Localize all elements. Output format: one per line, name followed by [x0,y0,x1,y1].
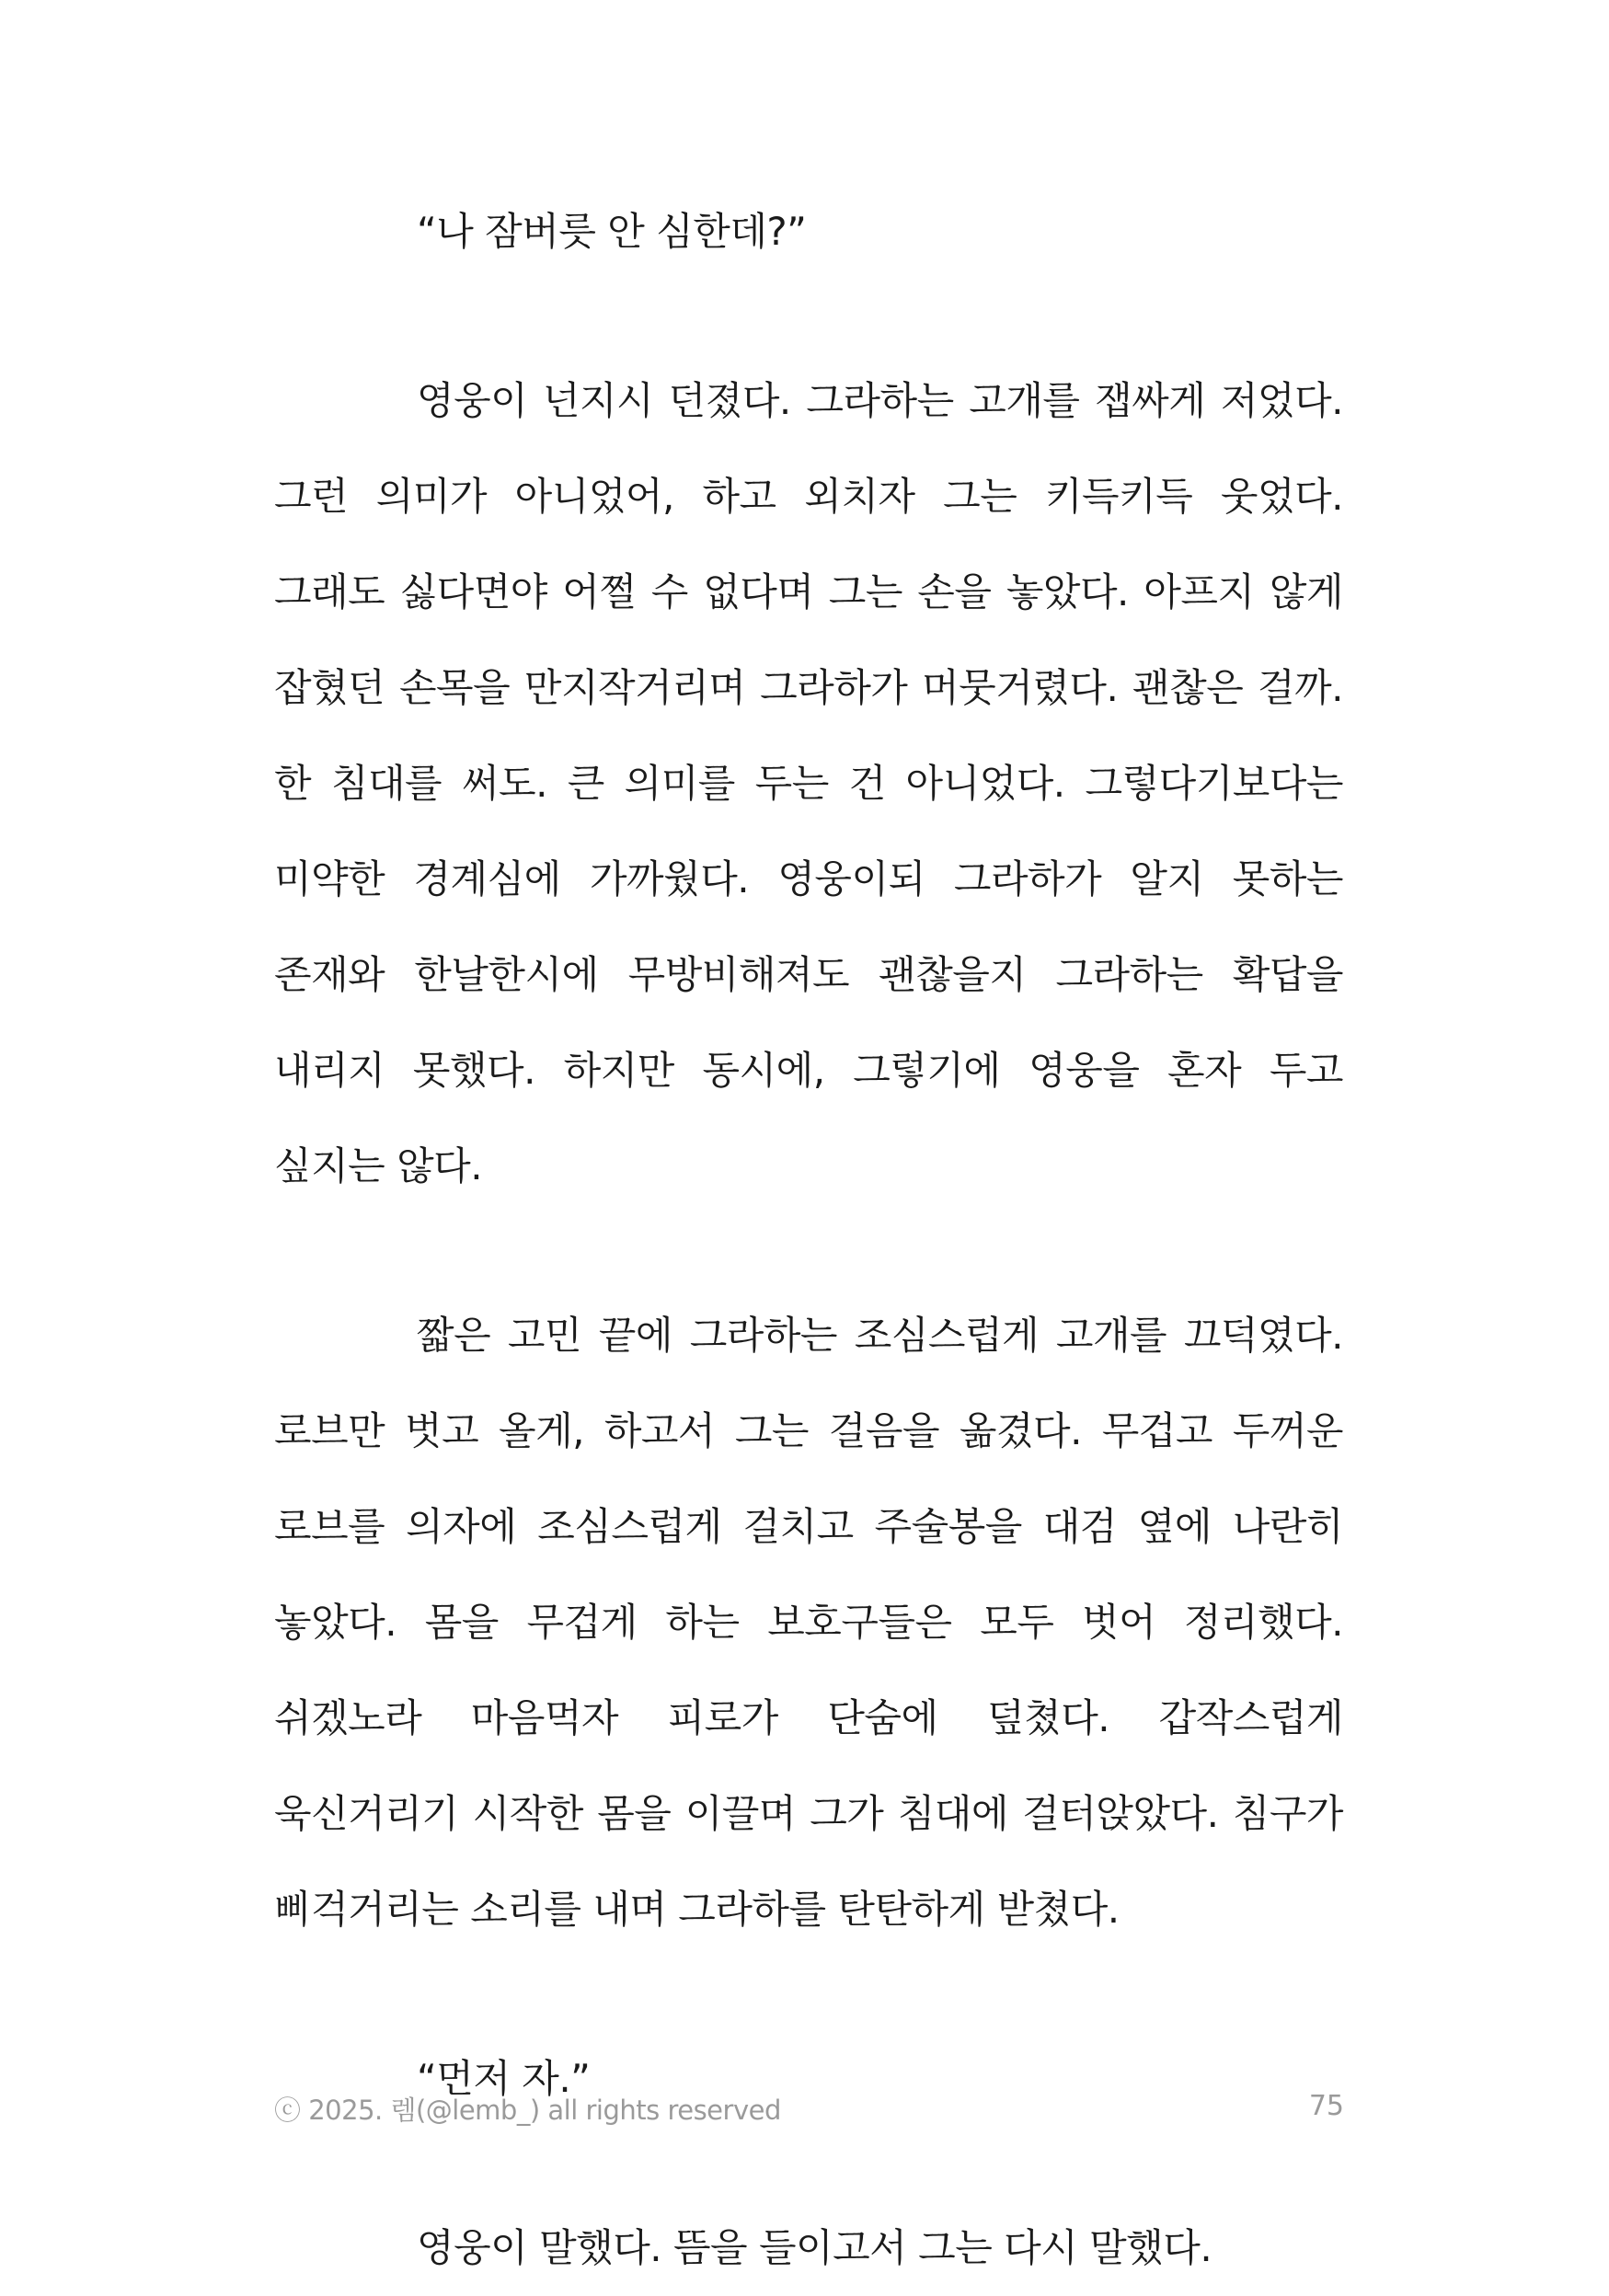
copyright-notice: ⓒ 2025. 렘(@lemb_) all rights reserved [274,2095,781,2126]
dialogue-paragraph: “나 잠버릇 안 심한데?” [417,209,807,254]
narration-paragraph: 짧은 고민 끝에 그라하는 조심스럽게 고개를 끄덕였다. 로브만 벗고 올게, 하고서 그는 걸음을 옮겼다. 무겁고 두꺼운 로브를 의자에 조심스럽게 걸치고 주술봉을 대검 옆에 나란히 놓았다. 몸을 무겁게 하는 보호구들은 모두 벗어 정리했다. 쉬겠노라 마음먹자 피로가 단숨에 덮쳤다. 갑작스럽게 욱신거리기 시작한 몸을 이끌며 그가 침대에 걸터앉았다. 침구가 삐걱거리는 소리를 내며 그라하를 탄탄하게 받쳤다. [274,1313,1343,1932]
narration-paragraph: 영웅이 넌지시 던졌다. 그라하는 고개를 잽싸게 저었다. 그런 의미가 아니었어, 하고 외치자 그는 키득키득 웃었다. 그래도 싫다면야 어쩔 수 없다며 그는 손을 놓았다. 아프지 않게 잡혔던 손목을 만지작거리며 그라하가 머뭇거렸다. 괜찮은 걸까. 한 침대를 써도. 큰 의미를 두는 건 아니었다. 그렇다기보다는 미약한 경계심에 가까웠다. 영웅이되 그라하가 알지 못하는 존재와 한날한시에 무방비해져도 괜찮을지 그라하는 확답을 내리지 못했다. 하지만 동시에, 그렇기에 영웅을 혼자 두고 싶지는 않다. [274,378,1344,1188]
narration-paragraph: 영웅이 말했다. 뜸을 들이고서 그는 다시 말했다. [417,2225,1212,2270]
page-number: 75 [1308,2090,1344,2122]
body-text [274,184,1343,2296]
dialogue-paragraph: “먼저 자.” [417,2056,591,2101]
